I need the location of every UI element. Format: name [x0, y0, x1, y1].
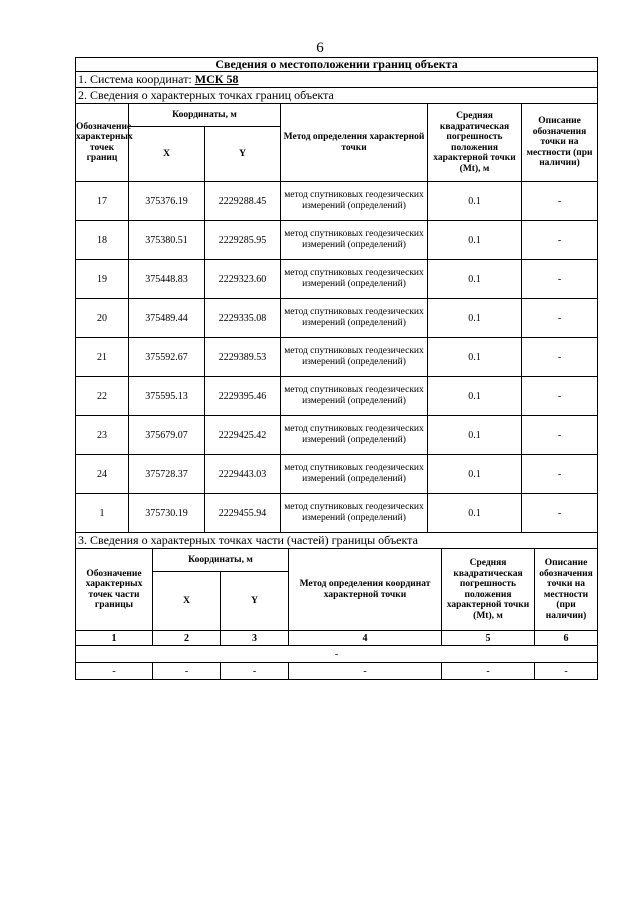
column-number: 4: [289, 631, 442, 646]
x-coordinate-cell: 375592.67: [129, 338, 205, 377]
document-title: Сведения о местоположении границ объекта: [76, 58, 598, 72]
point-number-cell: 1: [76, 494, 129, 533]
section3-title: 3. Сведения о характерных точках части (частей) границы объекта: [76, 533, 598, 549]
boundary-points-table: [75, 57, 598, 533]
column-number: 2: [153, 631, 221, 646]
part-boundary-table: [75, 532, 598, 680]
table-row: [76, 494, 598, 533]
description-cell: -: [522, 221, 598, 260]
description-cell: -: [522, 260, 598, 299]
s3-header-error: Средняя квадратическая погрешность положения характерной точки (Mt), м: [442, 549, 535, 631]
point-number-cell: 22: [76, 377, 129, 416]
document-frame: [75, 57, 597, 680]
point-number-cell: 24: [76, 455, 129, 494]
y-coordinate-cell: 2229335.08: [205, 299, 281, 338]
point-number-cell: 21: [76, 338, 129, 377]
empty-cell: -: [535, 663, 598, 680]
merged-dash-cell: -: [76, 646, 598, 663]
x-coordinate-cell: 375595.13: [129, 377, 205, 416]
y-coordinate-cell: 2229389.53: [205, 338, 281, 377]
boundary-points-body: [76, 182, 598, 533]
empty-cell: -: [221, 663, 289, 680]
description-cell: -: [522, 455, 598, 494]
point-number-cell: 20: [76, 299, 129, 338]
method-cell: метод спутниковых геодезических измерений (определений): [281, 338, 428, 377]
table-row: [76, 455, 598, 494]
merged-dash-row: [76, 646, 598, 663]
description-cell: -: [522, 494, 598, 533]
header-error: Средняя квадратическая погрешность положения характерной точки (Mt), м: [428, 104, 522, 182]
column-number: 3: [221, 631, 289, 646]
column-numbers-row: [76, 631, 598, 646]
point-number-cell: 19: [76, 260, 129, 299]
table-row: [76, 299, 598, 338]
coordinate-system-value: МСК 58: [194, 72, 239, 86]
method-cell: метод спутниковых геодезических измерений (определений): [281, 299, 428, 338]
error-cell: 0.1: [428, 182, 522, 221]
method-cell: метод спутниковых геодезических измерений (определений): [281, 260, 428, 299]
s3-header-desc: Описание обозначения точки на местности (при наличии): [535, 549, 598, 631]
y-coordinate-cell: 2229288.45: [205, 182, 281, 221]
header-x: X: [129, 127, 205, 182]
empty-data-row: [76, 663, 598, 680]
empty-cell: -: [442, 663, 535, 680]
point-number-cell: 17: [76, 182, 129, 221]
y-coordinate-cell: 2229323.60: [205, 260, 281, 299]
header-coords: Координаты, м: [129, 104, 281, 127]
x-coordinate-cell: 375448.83: [129, 260, 205, 299]
error-cell: 0.1: [428, 455, 522, 494]
table-row: [76, 182, 598, 221]
column-number: 5: [442, 631, 535, 646]
error-cell: 0.1: [428, 494, 522, 533]
coordinate-system-label: 1. Система координат:: [78, 72, 192, 86]
table-row: [76, 338, 598, 377]
s3-header-method: Метод определения координат характерной точки: [289, 549, 442, 631]
s3-header-x: X: [153, 572, 221, 631]
header-point: Обозначение характерных точек границ: [76, 104, 129, 182]
coordinate-system-row: [76, 72, 598, 88]
description-cell: -: [522, 377, 598, 416]
error-cell: 0.1: [428, 299, 522, 338]
point-number-cell: 23: [76, 416, 129, 455]
section2-title: 2. Сведения о характерных точках границ объекта: [76, 88, 598, 104]
table-row: [76, 377, 598, 416]
x-coordinate-cell: 375380.51: [129, 221, 205, 260]
s3-header-y: Y: [221, 572, 289, 631]
x-coordinate-cell: 375679.07: [129, 416, 205, 455]
y-coordinate-cell: 2229455.94: [205, 494, 281, 533]
header-method: Метод определения характерной точки: [281, 104, 428, 182]
error-cell: 0.1: [428, 338, 522, 377]
header-y: Y: [205, 127, 281, 182]
x-coordinate-cell: 375728.37: [129, 455, 205, 494]
point-number-cell: 18: [76, 221, 129, 260]
method-cell: метод спутниковых геодезических измерений (определений): [281, 221, 428, 260]
s3-header-coords: Координаты, м: [153, 549, 289, 572]
error-cell: 0.1: [428, 377, 522, 416]
table-row: [76, 221, 598, 260]
column-number: 6: [535, 631, 598, 646]
method-cell: метод спутниковых геодезических измерений (определений): [281, 377, 428, 416]
empty-cell: -: [153, 663, 221, 680]
column-number: 1: [76, 631, 153, 646]
table-row: [76, 260, 598, 299]
description-cell: -: [522, 416, 598, 455]
method-cell: метод спутниковых геодезических измерений (определений): [281, 416, 428, 455]
y-coordinate-cell: 2229425.42: [205, 416, 281, 455]
x-coordinate-cell: 375489.44: [129, 299, 205, 338]
description-cell: -: [522, 338, 598, 377]
description-cell: -: [522, 182, 598, 221]
x-coordinate-cell: 375730.19: [129, 494, 205, 533]
method-cell: метод спутниковых геодезических измерений (определений): [281, 455, 428, 494]
error-cell: 0.1: [428, 260, 522, 299]
method-cell: метод спутниковых геодезических измерений (определений): [281, 182, 428, 221]
error-cell: 0.1: [428, 221, 522, 260]
s3-header-point: Обозначение характерных точек части границы: [76, 549, 153, 631]
empty-cell: -: [76, 663, 153, 680]
header-desc: Описание обозначения точки на местности (при наличии): [522, 104, 598, 182]
y-coordinate-cell: 2229395.46: [205, 377, 281, 416]
error-cell: 0.1: [428, 416, 522, 455]
table-row: [76, 416, 598, 455]
y-coordinate-cell: 2229285.95: [205, 221, 281, 260]
description-cell: -: [522, 299, 598, 338]
y-coordinate-cell: 2229443.03: [205, 455, 281, 494]
method-cell: метод спутниковых геодезических измерений (определений): [281, 494, 428, 533]
x-coordinate-cell: 375376.19: [129, 182, 205, 221]
empty-cell: -: [289, 663, 442, 680]
page-number: 6: [316, 40, 324, 56]
